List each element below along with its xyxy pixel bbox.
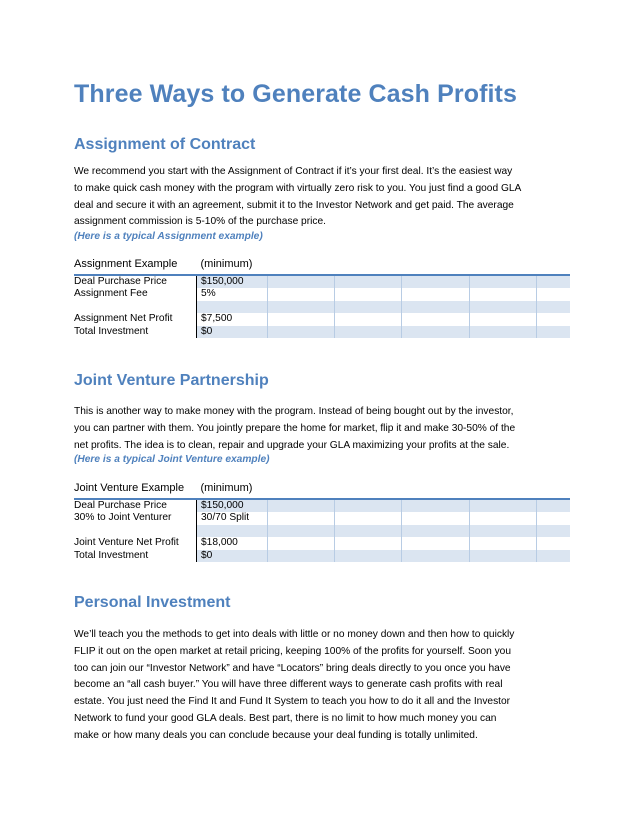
paragraph-line: make or how many deals you can conclude because your deal funding is totally unlimited. <box>74 729 478 741</box>
table-row <box>74 275 570 288</box>
table-cell-label: 30% to Joint Venturer <box>74 512 172 524</box>
paragraph-line: deal and secure it with an agreement, submit it to the Investor Network and get paid. The average <box>74 199 514 211</box>
table-row <box>74 537 570 549</box>
table-cell-value: $18,000 <box>197 537 268 549</box>
paragraph-line: FLIP it out on the open market at retail pricing, keeping 100% of the profits for yourself. Soon you <box>74 645 511 657</box>
table-cell-value: $0 <box>197 550 268 562</box>
page-title: Three Ways to Generate Cash Profits <box>74 80 517 108</box>
paragraph-line: This is another way to make money with the program. Instead of being bought out by the investor, <box>74 406 514 417</box>
table-header-value: (minimum) <box>197 478 268 499</box>
table-cell-label: Total Investment <box>74 549 149 561</box>
table-cell-label: Deal Purchase Price <box>74 500 167 511</box>
table-cell-label: Total Investment <box>74 325 149 337</box>
paragraph-line: estate. You just need the Find It and Fund It System to teach you how to do it all and the Investor <box>74 696 511 708</box>
table-cell-value <box>197 525 268 537</box>
table-header-value: (minimum) <box>197 254 268 275</box>
paragraph-line: to make quick cash money with the program with virtually zero risk to you. You just find a good GLA <box>74 182 522 194</box>
table-row <box>74 499 570 512</box>
section-paragraph-personal-investment <box>74 627 568 745</box>
table-row <box>74 525 570 537</box>
paragraph-line: assignment commission is 5-10% of the purchase price. <box>74 216 326 228</box>
assignment-example-link[interactable]: (Here is a typical Assignment example) <box>74 231 263 242</box>
table-header-label: Assignment Example <box>74 254 197 275</box>
table-cell-value: $0 <box>197 326 268 338</box>
table-cell-label: Deal Purchase Price <box>74 276 167 287</box>
paragraph-line: Network to fund your good GLA deals. Best part, there is no limit to how much money you can <box>74 712 497 724</box>
table-header-row <box>74 254 570 275</box>
paragraph-line: We’ll teach you the methods to get into deals with little or no money down and then how to quickly <box>74 629 515 640</box>
paragraph-line: net profits. The idea is to clean, repair and upgrade your GLA maximizing your profits at the sale. <box>74 439 510 451</box>
table-cell-value: 5% <box>197 288 268 300</box>
paragraph-line: We recommend you start with the Assignment of Contract if it’s your first deal. It’s the easiest way <box>74 166 513 177</box>
table-row <box>74 301 570 313</box>
table-cell-value: 30/70 Split <box>197 512 268 524</box>
table-row <box>74 288 570 300</box>
table-row <box>74 313 570 325</box>
joint-venture-example-table <box>74 478 570 562</box>
table-cell-value: $150,000 <box>197 499 268 512</box>
section-heading-personal-investment: Personal Investment <box>74 594 231 611</box>
joint-venture-example-link[interactable]: (Here is a typical Joint Venture example) <box>74 454 270 465</box>
table-cell-label <box>74 301 197 313</box>
table-header-label: Joint Venture Example <box>74 478 197 499</box>
paragraph-line: too can join our “Investor Network” and have “Locators” bring deals directly to you once you have <box>74 662 511 674</box>
table-row <box>74 326 570 338</box>
table-row <box>74 550 570 562</box>
table-cell-label: Joint Venture Net Profit <box>74 537 179 549</box>
assignment-example-table <box>74 254 570 338</box>
table-cell-value: $7,500 <box>197 313 268 325</box>
table-cell-label: Assignment Net Profit <box>74 313 173 325</box>
paragraph-line: you can partner with them. You jointly prepare the home for market, flip it and make 30-50% of the <box>74 422 516 434</box>
table-cell-value: $150,000 <box>197 275 268 288</box>
table-header-row <box>74 478 570 499</box>
section-heading-joint-venture: Joint Venture Partnership <box>74 372 269 389</box>
table-cell-label: Assignment Fee <box>74 288 148 300</box>
section-heading-assignment: Assignment of Contract <box>74 136 256 153</box>
table-row <box>74 512 570 524</box>
table-cell-value <box>197 301 268 313</box>
section-paragraph-assignment <box>74 164 568 231</box>
section-paragraph-joint-venture <box>74 404 568 454</box>
table-cell-label <box>74 525 197 537</box>
paragraph-line: become an “all cash buyer.” You will have three different ways to generate cash profits with real <box>74 679 503 691</box>
